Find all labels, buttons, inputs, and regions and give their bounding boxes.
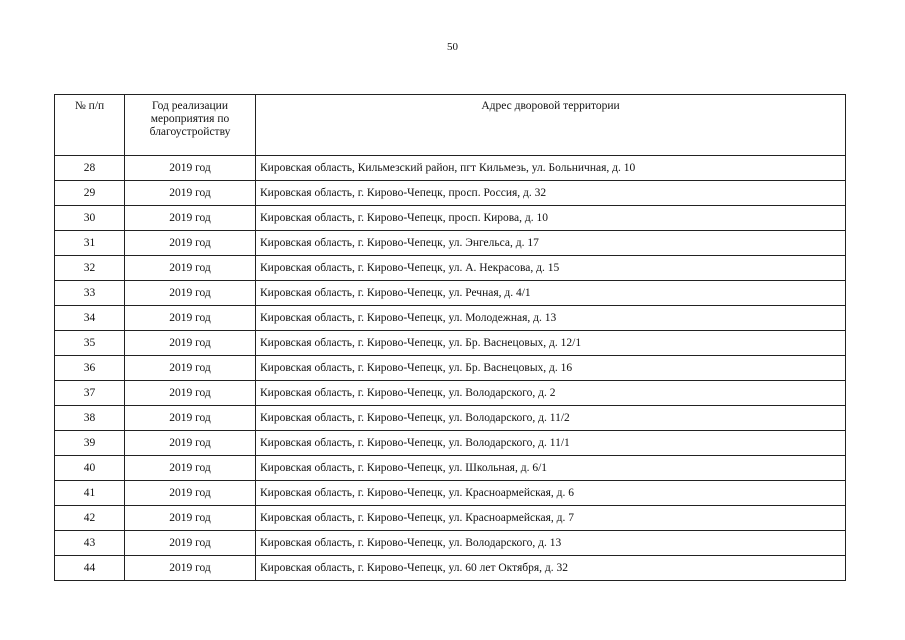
row-number: 44 (55, 556, 125, 581)
row-address: Кировская область, г. Кирово-Чепецк, ул. Школьная, д. 6/1 (256, 456, 846, 481)
table-row (55, 156, 846, 181)
row-address: Кировская область, г. Кирово-Чепецк, ул. Бр. Васнецовых, д. 16 (256, 356, 846, 381)
table-row (55, 531, 846, 556)
row-year: 2019 год (125, 256, 256, 281)
row-number: 30 (55, 206, 125, 231)
table-row (55, 356, 846, 381)
row-address: Кировская область, г. Кирово-Чепецк, ул. Молодежная, д. 13 (256, 306, 846, 331)
table-row (55, 506, 846, 531)
row-address: Кировская область, г. Кирово-Чепецк, ул. Речная, д. 4/1 (256, 281, 846, 306)
row-number: 31 (55, 231, 125, 256)
table-body (55, 156, 846, 581)
row-number: 29 (55, 181, 125, 206)
header-year: Год реализации мероприятия по благоустройству (125, 95, 256, 156)
table-row (55, 181, 846, 206)
page-number: 50 (447, 41, 458, 53)
row-year: 2019 год (125, 356, 256, 381)
row-address: Кировская область, г. Кирово-Чепецк, ул. Красноармейская, д. 7 (256, 506, 846, 531)
row-year: 2019 год (125, 406, 256, 431)
table-row (55, 206, 846, 231)
row-address: Кировская область, г. Кирово-Чепецк, ул. Володарского, д. 13 (256, 531, 846, 556)
table-row (55, 381, 846, 406)
table-row (55, 281, 846, 306)
row-address: Кировская область, г. Кирово-Чепецк, ул. Красноармейская, д. 6 (256, 481, 846, 506)
table-row (55, 481, 846, 506)
row-year: 2019 год (125, 381, 256, 406)
table-header-row (55, 95, 846, 156)
row-number: 36 (55, 356, 125, 381)
row-number: 42 (55, 506, 125, 531)
row-year: 2019 год (125, 306, 256, 331)
row-address: Кировская область, г. Кирово-Чепецк, ул. Энгельса, д. 17 (256, 231, 846, 256)
row-address: Кировская область, г. Кирово-Чепецк, просп. Кирова, д. 10 (256, 206, 846, 231)
table-row (55, 331, 846, 356)
row-year: 2019 год (125, 281, 256, 306)
row-address: Кировская область, г. Кирово-Чепецк, ул. 60 лет Октября, д. 32 (256, 556, 846, 581)
row-number: 38 (55, 406, 125, 431)
row-year: 2019 год (125, 331, 256, 356)
row-number: 40 (55, 456, 125, 481)
header-address: Адрес дворовой территории (256, 95, 846, 156)
row-year: 2019 год (125, 431, 256, 456)
row-year: 2019 год (125, 181, 256, 206)
table-row (55, 406, 846, 431)
row-number: 35 (55, 331, 125, 356)
row-address: Кировская область, г. Кирово-Чепецк, ул. Володарского, д. 11/1 (256, 431, 846, 456)
row-number: 28 (55, 156, 125, 181)
row-address: Кировская область, Кильмезский район, пгт Кильмезь, ул. Больничная, д. 10 (256, 156, 846, 181)
row-address: Кировская область, г. Кирово-Чепецк, ул. А. Некрасова, д. 15 (256, 256, 846, 281)
row-number: 41 (55, 481, 125, 506)
table-row (55, 306, 846, 331)
row-year: 2019 год (125, 556, 256, 581)
table-row (55, 431, 846, 456)
row-year: 2019 год (125, 506, 256, 531)
row-number: 34 (55, 306, 125, 331)
row-year: 2019 год (125, 156, 256, 181)
row-year: 2019 год (125, 206, 256, 231)
row-address: Кировская область, г. Кирово-Чепецк, ул. Володарского, д. 11/2 (256, 406, 846, 431)
row-year: 2019 год (125, 531, 256, 556)
row-address: Кировская область, г. Кирово-Чепецк, ул. Володарского, д. 2 (256, 381, 846, 406)
row-number: 37 (55, 381, 125, 406)
header-number: № п/п (55, 95, 125, 156)
address-table (54, 94, 846, 581)
table-row (55, 456, 846, 481)
row-number: 39 (55, 431, 125, 456)
table-row (55, 556, 846, 581)
row-year: 2019 год (125, 231, 256, 256)
row-address: Кировская область, г. Кирово-Чепецк, просп. Россия, д. 32 (256, 181, 846, 206)
row-number: 43 (55, 531, 125, 556)
row-number: 33 (55, 281, 125, 306)
row-year: 2019 год (125, 481, 256, 506)
row-address: Кировская область, г. Кирово-Чепецк, ул. Бр. Васнецовых, д. 12/1 (256, 331, 846, 356)
table-row (55, 231, 846, 256)
table-row (55, 256, 846, 281)
row-year: 2019 год (125, 456, 256, 481)
row-number: 32 (55, 256, 125, 281)
